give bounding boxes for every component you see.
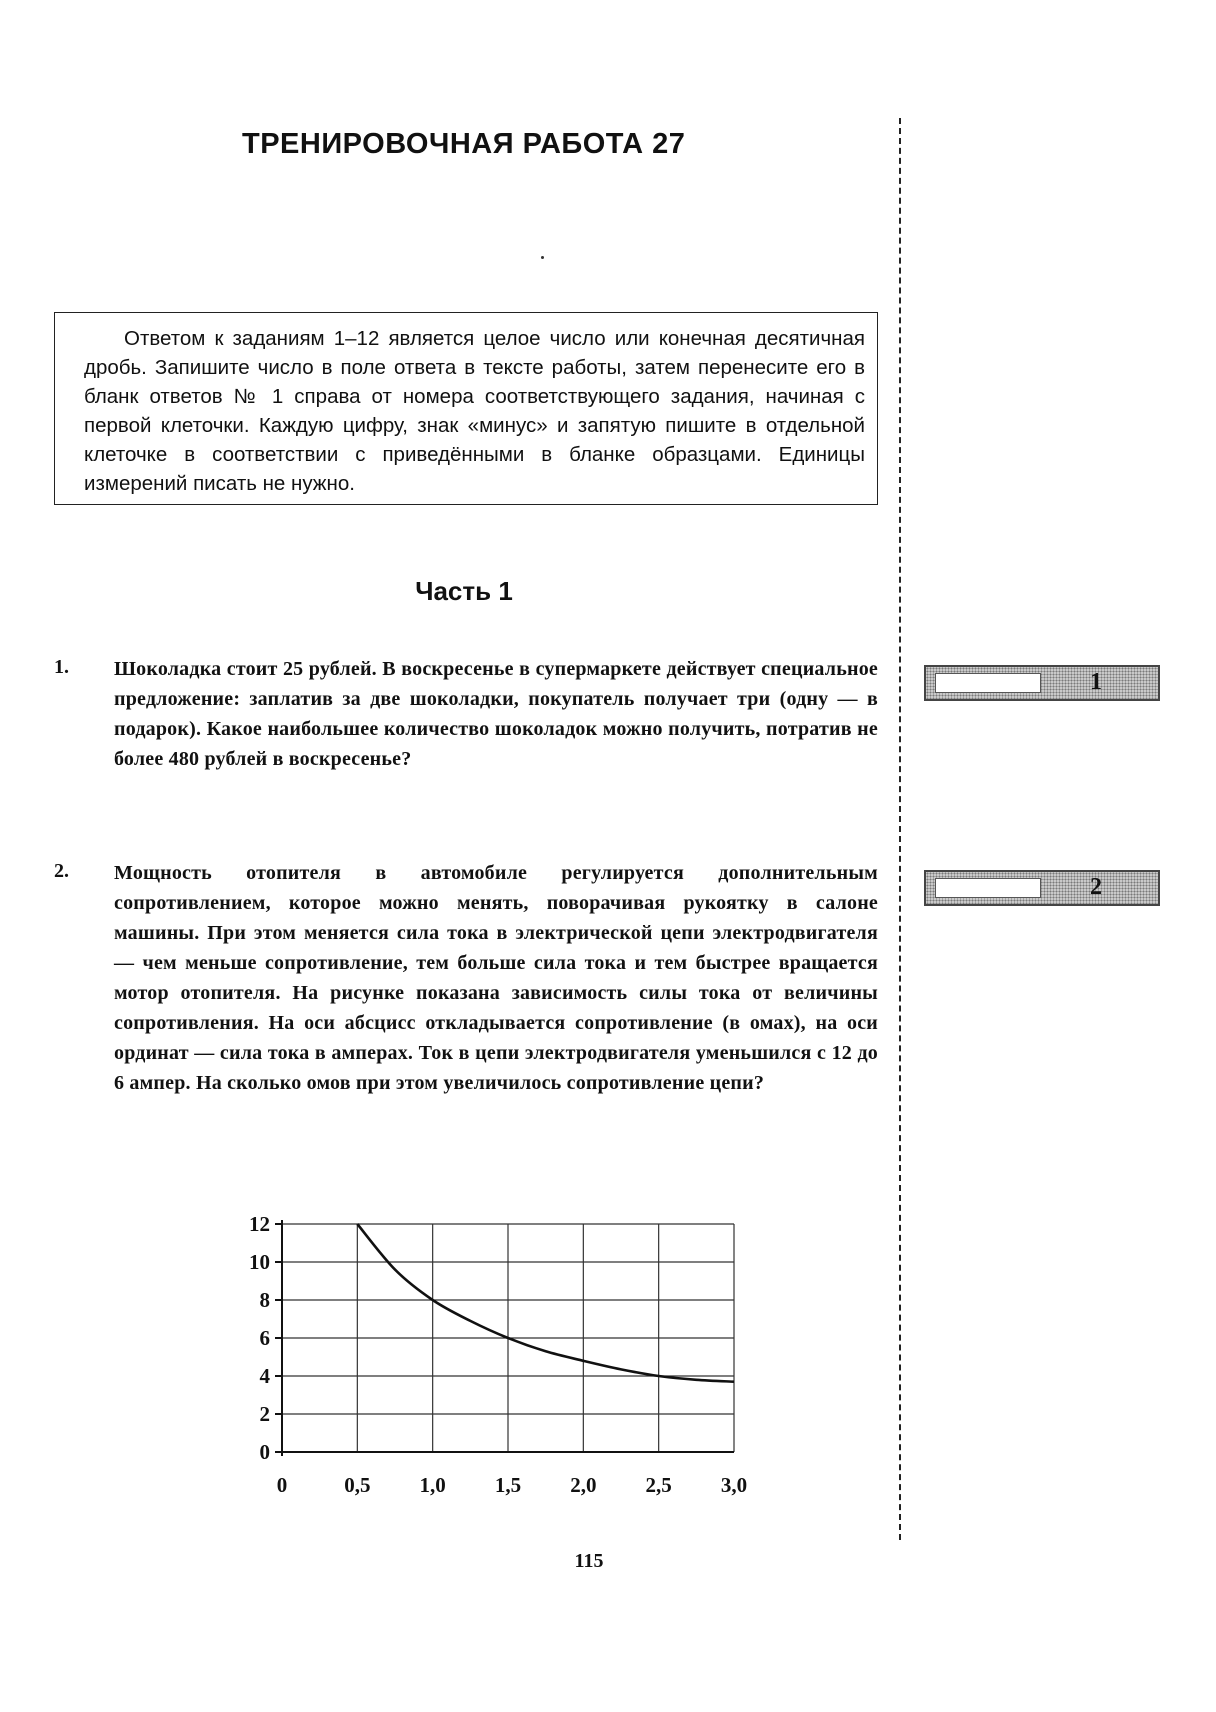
y-tick-label: 6 [259,1326,270,1350]
y-tick-label: 12 [249,1212,270,1236]
x-tick-label: 1,5 [494,1473,522,1497]
page-number: 115 [574,1550,604,1572]
instructions-text: Ответом к заданиям 1–12 является целое число или конечная десятичная дробь. Запишите число в поле ответа в тексте работы, затем перенесите его в бланк ответов № 1 справа от номера соответствующего задания, начиная с первой клеточки. Каждую цифру, знак «минус» и запятую пишите в отдельной клеточке в соответствии с приведёнными в бланке образцами. Единицы измерений писать не нужно. [84,327,865,495]
x-tick-label: 0,5 [344,1473,371,1497]
part-title: Часть 1 [415,576,513,606]
task-1-text: Шоколадка стоит 25 рублей. В воскресенье в супермаркете действует специальное предложение: заплатив за две шоколадки, покупатель получает три (одну — в подарок). Какое наибольшее количество шоколадок можно получить, потратив не более 480 рублей в воскресенье? [114,658,878,770]
current-resistance-chart [228,1206,768,1506]
answer-box-1 [924,665,1160,701]
y-tick-label: 2 [259,1402,270,1426]
y-tick-label: 10 [249,1250,270,1274]
y-tick-label: 0 [259,1440,270,1464]
chart-tick-labels [249,1212,747,1497]
task-2-number: 2. [54,860,69,882]
x-tick-label: 2,5 [645,1473,672,1497]
answer-box-1-label: 1 [1090,669,1102,695]
x-tick-label: 1,0 [419,1473,446,1497]
series-line-0 [357,1224,734,1382]
page-title: ТРЕНИРОВОЧНАЯ РАБОТА 27 [242,128,686,160]
task-1-number: 1. [54,656,69,678]
x-tick-label: 2,0 [570,1473,597,1497]
cut-line [899,118,901,1540]
answer-field-2[interactable] [935,878,1041,898]
answer-field-1[interactable] [935,673,1041,693]
x-tick-label: 0 [276,1473,288,1497]
answer-box-2-label: 2 [1090,874,1102,900]
y-tick-label: 8 [259,1288,270,1312]
stray-dot [541,256,544,259]
instructions-box [54,312,878,505]
x-tick-label: 3,0 [720,1473,748,1497]
answer-box-2 [924,870,1160,906]
y-tick-label: 4 [259,1364,270,1388]
task-2-text: Мощность отопителя в автомобиле регулируется дополнительным сопротивлением, которое можно менять, поворачивая рукоятку в салоне машины. При этом меняется сила тока в электрической цепи электродвигателя — чем меньше сопротивление, тем больше сила тока и тем быстрее вращается мотор отопителя. На рисунке показана зависимость силы тока от величины сопротивления. На оси абсцисс откладывается сопротивление (в омах), на оси ординат — сила тока в амперах. Ток в цепи электродвигателя уменьшился с 12 до 6 ампер. На сколько омов при этом увеличилось сопротивление цепи? [114,862,878,1094]
chart-series [357,1224,734,1382]
